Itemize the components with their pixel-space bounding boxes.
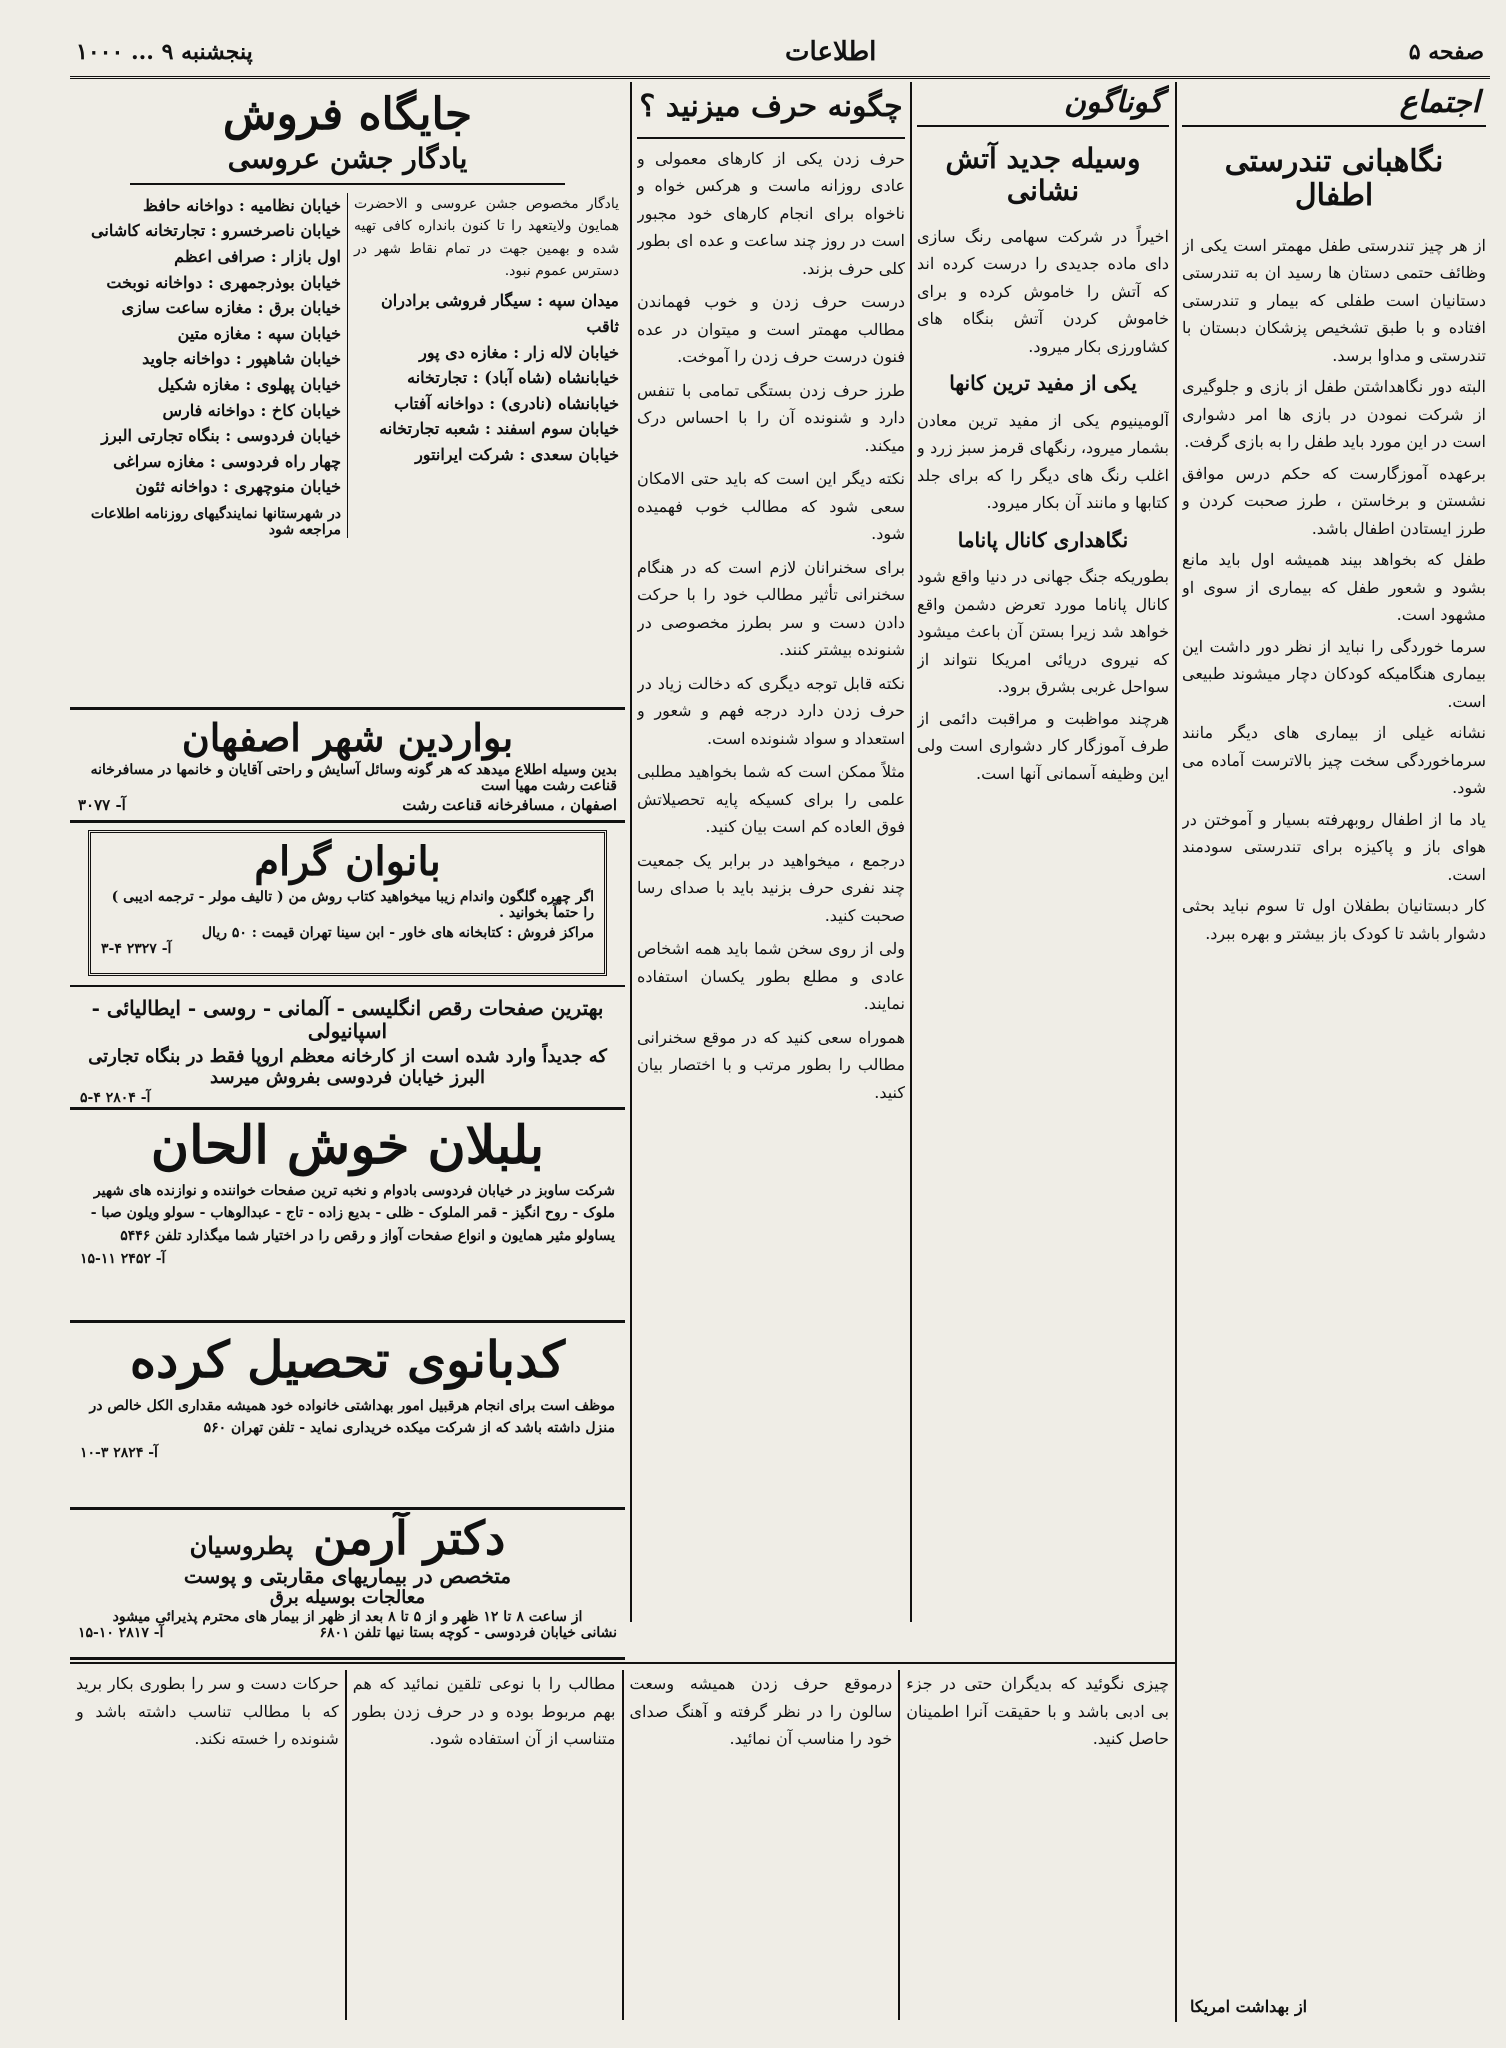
- section-label: گوناگون: [917, 82, 1169, 127]
- ad-doctor: [70, 1512, 625, 1660]
- article-signature: از بهداشت امریکا: [1190, 1997, 1308, 2016]
- location-item: خیابان سعدی : شرکت ایرانتور: [415, 444, 619, 464]
- page-number: صفحه ۵: [1408, 39, 1484, 65]
- location-item: چهار راه فردوسی : مغازه سراغی: [113, 451, 341, 471]
- ad-sales-locations: [70, 82, 625, 710]
- paragraph: هموراه سعی کنید که در موقع سخنرانی مطالب را بطور مرتب و با اختصار بیان کنید.: [637, 1027, 905, 1102]
- location-item: خیابان کاخ : دواخانه فارس: [162, 400, 341, 420]
- ad-footer: در شهرستانها نمایندگیهای روزنامه اطلاعات مراجعه شود: [90, 505, 341, 538]
- paragraph: مثلاً ممکن است که شما بخواهید مطلبی علمی را برای کسیکه پایه تحصیلاتش فوق العاده کم است بیان کنید.: [637, 762, 905, 837]
- ad-text: اگر چهره گلگون واندام زیبا میخواهید کتاب روش من ( تالیف مولر - ترجمه ادیبی ) را حتماً بخوانید .: [111, 889, 594, 921]
- location-item: میدان سپه : سیگار فروشی برادران ثاقب: [381, 291, 619, 336]
- ad-right-column: [347, 193, 625, 538]
- column-rule: [630, 82, 632, 1622]
- ad-code: آ- ۲۴۵۲ ۱۱-۱۵: [80, 1250, 166, 1267]
- doctor-name: پطروسیان: [189, 1531, 294, 1560]
- doctor-specialty: متخصص در بیماریهای مقاربتی و پوست: [183, 1563, 512, 1588]
- article-body: [1182, 232, 1486, 948]
- paragraph: برعهده آموزگارست که حکم درس موافق نشستن و برخاستن ، طرز صحبت کردن و طرز ایستادن اطفال باشد.: [1182, 463, 1486, 538]
- location-item: اول بازار : صرافی اعظم: [174, 246, 341, 266]
- ad-subtitle: یادگار جشن عروسی: [130, 143, 565, 185]
- ad-title: بواردین شهر اصفهان: [181, 715, 514, 760]
- ad-code: آ- ۲۸۲۴ ۳-۱۰: [80, 1445, 158, 1462]
- ad-ladies: [88, 830, 607, 976]
- paragraph: هرچند مواظبت و مراقبت دائمی از طرف آموزگار کار دشواری است ولی این وظیفه آسمانی آنها است.: [917, 708, 1169, 783]
- ad-footer-row: [70, 796, 625, 814]
- ad-code: آ- ۲۸۰۴ ۴-۵: [80, 1090, 151, 1107]
- continuation-column: چیزی نگوئید که بدیگران حتی در جزء بی ادبی باشد و با حقیقت آنرا اطمینان حاصل کنید.: [898, 1670, 1175, 2020]
- ad-code: آ- ۲۸۱۷ ۱۰-۱۵: [78, 1624, 164, 1641]
- location-item: خیابان سپه : مغازه متین: [177, 323, 341, 343]
- paragraph: ولی از روی سخن شما باید همه اشخاص عادی و مطلع بطور یکسان استفاده نمایند.: [637, 939, 905, 1014]
- location-item: خیابان سوم اسفند : شعبه تجارتخانه: [379, 419, 619, 439]
- paragraph: نکته قابل توجه دیگری که دخالت زیاد در حرف زدن دارد درجه فهم و شعور و استعداد و سواد شنونده است.: [637, 673, 905, 748]
- subheading: یکی از مفید ترین کانها: [949, 371, 1137, 396]
- ad-code: آ- ۲۳۲۷ ۴-۳: [101, 941, 172, 957]
- bottom-continuation: [70, 1670, 1175, 2020]
- paragraph: آلومینیوم یکی از مفید ترین معادن بشمار میرود، رنگهای قرمز سبز زرد و اغلب رنگ های دیگر را که برای جلد کتابها و مانند آن بکار میرود.: [917, 410, 1169, 513]
- ad-text: که جدیداً وارد شده است از کارخانه معظم اروپا فقط در بنگاه تجارتی البرز خیابان فردوسی بفروش میرسد: [88, 1046, 607, 1088]
- paragraph: یاد ما از اطفال روبهرفته بسیار و آموختن در هوای باز و پاکیزه برای تندرستی سودمند است.: [1182, 809, 1486, 884]
- ad-dance-records: [70, 985, 625, 1110]
- paragraph: برای سخنرانان لازم است که در هنگام سخنرانی تأثیر مطالب خود را با حرکت دادن دست و سر بطرز مخصوصی در شنونده بیشتر کنند.: [637, 557, 905, 660]
- location-item: خیابان لاله زار : مغازه دی پور: [419, 342, 619, 362]
- location-item: خیابان پهلوی : مغازه شکیل: [157, 374, 341, 394]
- paragraph: درجمع ، میخواهید در برابر یک جمعیت چند نفری حرف بزنید باید با صدای رسا صحبت کنید.: [637, 850, 905, 925]
- location-item: خیابان بوذرجمهری : دواخانه نوبخت: [106, 272, 341, 292]
- doctor-footer: [70, 1625, 625, 1641]
- ad-columns: [70, 193, 625, 538]
- location-item: خیابان برق : مغازه ساعت سازی: [121, 298, 341, 318]
- section-rule: [70, 1662, 1175, 1664]
- ad-text: بدین وسیله اطلاع میدهد که هر گونه وسائل آسایش و راحتی آقایان و خانمها در مسافرخانه قناعت رشت مهیا است: [90, 761, 617, 794]
- ad-title: بانوان گرام: [254, 838, 441, 885]
- ad-housewife: [70, 1325, 625, 1510]
- location-item: خیابان نظامیه : دواخانه حافظ: [143, 195, 341, 215]
- ad-title-row: [70, 1512, 625, 1565]
- paragraph: بطوریکه جنگ جهانی در دنیا واقع شود کانال پاناما مورد تعرض دشمن واقع خواهد شد زیرا بستن آن باعث میشود که نیروی دریائی امریکا نتواند از سواحل غربی بشرق برود.: [917, 567, 1169, 697]
- continuation-column: حرکات دست و سر را بطوری بکار برید که با مطالب تناسب داشته باشد و شنونده را خسته نکند.: [76, 1674, 339, 1749]
- location-item: خیابانشاه (شاه آباد) : تجارتخانه: [407, 368, 619, 388]
- section-label: اجتماع: [1182, 82, 1486, 127]
- ad-address: اصفهان ، مسافرخانه قناعت رشت: [402, 795, 617, 814]
- column-rule: [1175, 82, 1177, 2022]
- paragraph: درست حرف زدن و خوب فهماندن مطالب مهمتر است و میتوان در عده فنون درست حرف زدن را آموخت.: [637, 292, 905, 367]
- paragraph: سرما خوردگی را نباید از نظر دور داشت این بیماری هنگامیکه کودکان دچار میشوند طبیعی است.: [1182, 636, 1486, 711]
- paragraph: نکته دیگر این است که باید حتی الامکان سعی شود که مطالب خوب فهمیده شود.: [637, 469, 905, 544]
- article-body: [917, 223, 1169, 788]
- paragraph: از هر چیز تندرستی طفل مهمتر است یکی از وظائف حتمی دستان ها رسید ان به تندرستی دستانیان است طفلی که بیمار و تندرستی افتاده و با طبق تشخیص پزشکان دبستان با تندرستی و مداوا برسد.: [1182, 235, 1486, 365]
- ad-title: جایگاه فروش: [222, 89, 473, 140]
- article-how-you-speak: [637, 82, 905, 1622]
- ad-title: بلبلان خوش الحان: [150, 1115, 545, 1176]
- ad-isfahan: [70, 712, 625, 823]
- paragraph: طرز حرف زدن بستگی تمامی با تنفس دارد و شنونده آن را با احساس درک میکند.: [637, 380, 905, 455]
- ad-intro: یادگار مخصوص جشن عروسی و الاحضرت همایون ولایتعهد را تا کنون بانداره کافی تهیه شده و بهمین جهت در تمام نقاط شهر در دسترس عموم نبود.: [354, 195, 619, 279]
- article-title: چگونه حرف میزنید ؟: [637, 82, 905, 139]
- article-title: نگاهبانی تندرستی اطفال: [1224, 143, 1444, 213]
- paragraph: اخیراً در شرکت سهامی رنگ سازی دای ماده جدیدی را درست کرده اند که آتش را خاموش کرده و برای خاموش کردن آتش بنگاه های کشاورزی بکار میرود.: [917, 226, 1169, 356]
- ad-left-column: [70, 193, 347, 538]
- ad-text: شرکت ساوبز در خیابان فردوسی بادوام و نخبه ترین صفحات خواننده و نوازنده های شهیر ملوک - روح انگیز - قمر الملوک - ظلی - بدیع زاده - تاج - عبدالوهاب - سولو ویلون صبا - یساولو مثیر همایون و انواع صفحات آواز و رقص را در اختیار شما میگذارد تلفن ۵۴۴۶: [90, 1182, 615, 1244]
- article-title: وسیله جدید آتش نشانی: [945, 141, 1141, 207]
- doctor-address: نشانی خیابان فردوسی - کوچه بستا نیها تلفن ۶۸۰۱: [319, 1624, 617, 1641]
- ad-where: مراکز فروش : کتابخانه های خاور - ابن سینا تهران قیمت : ۵۰ ریال: [201, 925, 594, 941]
- article-body: [637, 145, 905, 1107]
- location-item: خیابان ناصرخسرو : تجارتخانه کاشانی: [91, 221, 341, 241]
- paragraph: نشانه غیلی از بیماری های دیگر مانند سرماخوردگی سخت چیز بالاترست آماده می شود.: [1182, 723, 1486, 798]
- location-item: خیابان شاهپور : دواخانه جاوید: [142, 349, 341, 369]
- paragraph: حرف زدن یکی از کارهای معمولی و عادی روزانه ماست و هرکس خواه و ناخواه برای انجام کارهای خود مجبور است در روز چند ساعت و عده ای بطور کلی حرف بزند.: [637, 148, 905, 278]
- ad-text: موظف است برای انجام هرقبیل امور بهداشتی خانواده خود همیشه مقداری الکل خالص در منزل داشته باشد که از شرکت میکده خریداری نماید - تلفن تهران ۵۶۰: [89, 1397, 615, 1436]
- location-item: خیابان فردوسی : بنگاه تجارتی البرز: [101, 426, 341, 446]
- paragraph: کار دبستانیان بطفلان اول تا سوم نباید بحثی دشوار باشد تا کودک باز بیشتر و بهره ببرد.: [1182, 896, 1486, 943]
- column-rule: [910, 82, 912, 1622]
- subheading: نگاهداری کانال پاناما: [957, 527, 1129, 552]
- article-child-health: [1182, 82, 1486, 2022]
- ad-title: کدبانوی تحصیل کرده: [129, 1330, 566, 1389]
- doctor-treatment: معالجات بوسیله برق: [269, 1586, 426, 1608]
- location-list: [76, 193, 341, 500]
- ad-nightingales: [70, 1110, 625, 1323]
- issue-date: پنجشنبه ۹ ... ۱۰۰۰: [76, 39, 253, 65]
- location-item: خیابانشاه (نادری) : دواخانه آفتاب: [394, 393, 619, 413]
- location-item: خیابان منوچهری : دواخانه ثئون: [135, 477, 341, 497]
- continuation-column: درموقع حرف زدن همیشه وسعت سالون را در نظر گرفته و آهنگ صدای خود را مناسب آن نمائید.: [622, 1670, 899, 2020]
- page-header: [70, 28, 1490, 79]
- paper-name: اطلاعات: [785, 37, 877, 67]
- ad-title: بهترین صفحات رقص انگلیسی - آلمانی - روسی - ایطالیائی - اسپانیولی: [91, 996, 604, 1043]
- paragraph: طفل که بخواهد بیند همیشه اول باید مانع بشود و شعور طفل که بیماری از سوی او مشهود است.: [1182, 550, 1486, 625]
- location-list: [354, 288, 619, 467]
- continuation-column: مطالب را با نوعی تلقین نمائید که هم بهم مربوط بوده و در حرف زدن بطور متناسب از آن استفاده شود.: [345, 1670, 622, 2020]
- ad-code: آ- ۳۰۷۷: [78, 795, 126, 814]
- ad-title: دکتر آرمن: [313, 1512, 506, 1565]
- paragraph: البته دور نگاهداشتن طفل از بازی و جلوگیری از شرکت نمودن در بازی ها امر دشواری است در این مورد باید طفل را به بازی گرفت.: [1182, 377, 1486, 452]
- doctor-hours: از ساعت ۸ تا ۱۲ ظهر و از ۵ تا ۸ بعد از ظهر از بیمار های محترم پذیرائی میشود: [112, 1608, 583, 1625]
